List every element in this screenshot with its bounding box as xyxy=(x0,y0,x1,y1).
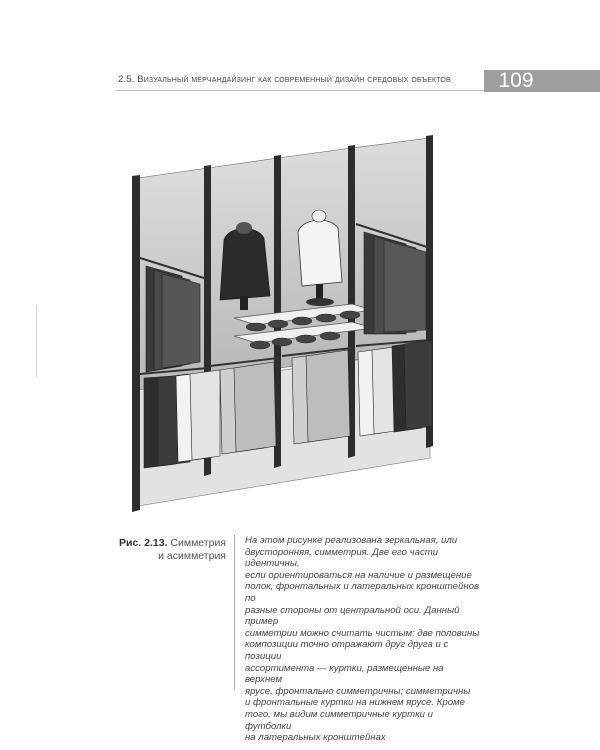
description-line: ассортимента — куртки, размещенные на верхнем xyxy=(245,662,444,686)
page-number: 109 xyxy=(498,69,534,92)
figure-description xyxy=(245,535,480,744)
description-line: на латеральных кронштейнах xyxy=(245,732,386,744)
description-line: разные стороны от центральной оси. Данный пример xyxy=(245,604,460,628)
running-head: 2.5. Визуальный мерчандайзинг как современный дизайн средовых объектов xyxy=(118,74,451,85)
description-line: и фронтальные куртки на нижнем ярусе. Кроме xyxy=(245,697,465,709)
description-line: полок, фронтальных и латеральных кронштейнов по xyxy=(245,581,479,604)
jackets-upper-left xyxy=(146,266,200,372)
figure-title-line2: и асимметрия xyxy=(158,550,226,562)
description-line: ярусе, фронтально симметричны; симметричны xyxy=(245,685,471,697)
figure-caption xyxy=(116,537,226,563)
margin-mark xyxy=(36,305,37,377)
description-line: симметрии можно считать чистым: две половины xyxy=(245,627,480,639)
description-line: композиции точно отражают друг друга и с позиции xyxy=(245,639,449,662)
description-line: На этом рисунке реализована зеркальная, или xyxy=(245,535,458,546)
figure-label: Рис. 2.13. xyxy=(119,537,168,549)
caption-divider xyxy=(234,535,235,690)
header-rule xyxy=(116,90,484,91)
description-line: того, мы видим симметричные куртки и футболки xyxy=(245,708,433,732)
page-number-tab xyxy=(484,70,600,92)
description-line: если ориентироваться на наличие и размещение xyxy=(245,569,472,581)
figure-title-line1: Симметрия xyxy=(170,537,226,549)
description-line: двусторонняя, симметрия. Две его части идентичны, xyxy=(245,546,439,570)
shop-wall-illustration xyxy=(116,128,484,516)
